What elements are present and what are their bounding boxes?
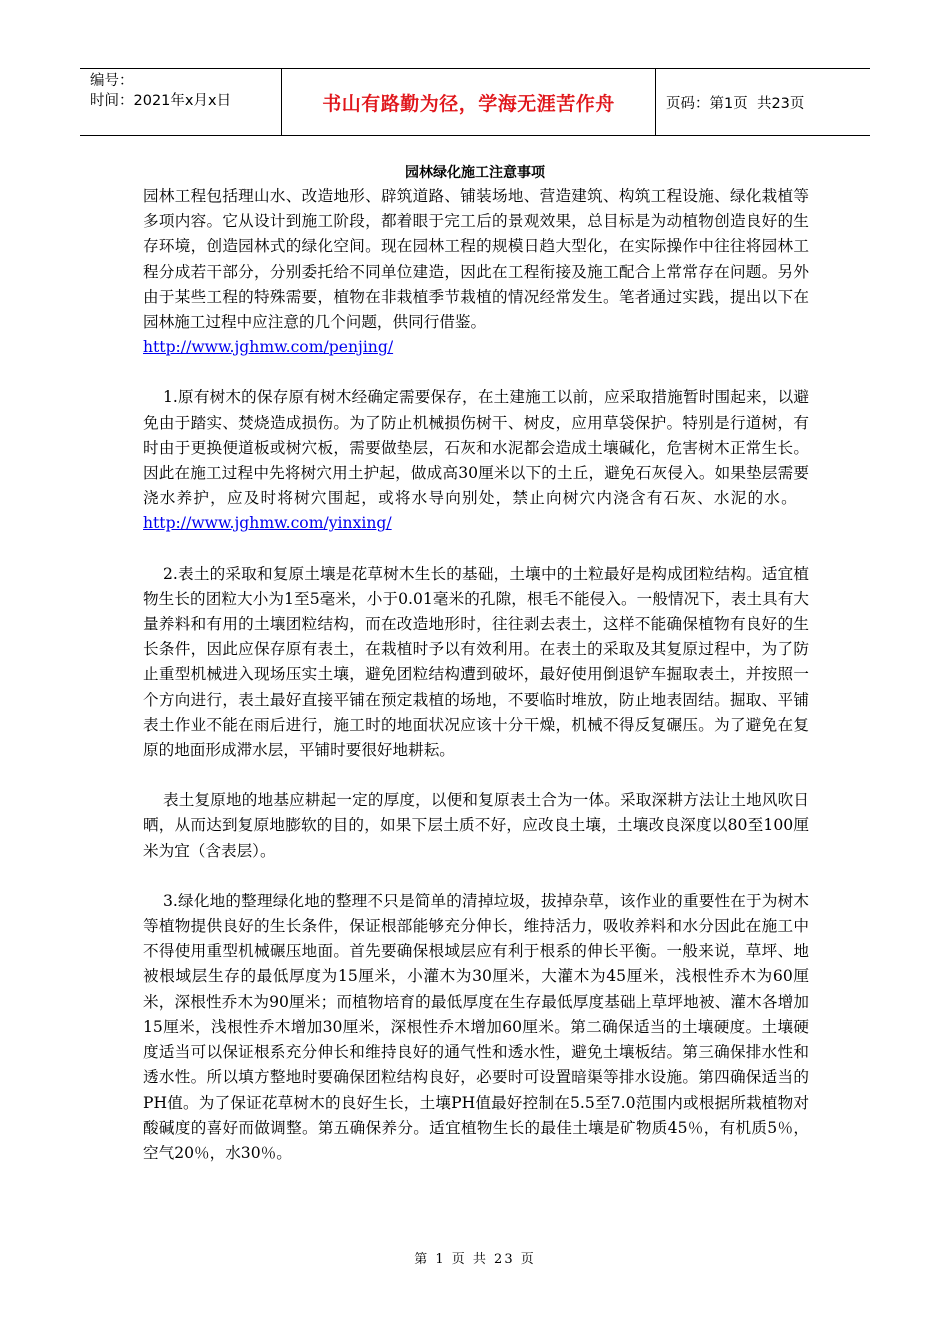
header-motto: 书山有路勤为径，学海无涯苦作舟 (282, 69, 656, 135)
document-time: 时间：2021年x月x日 (90, 93, 232, 109)
intro-text: 园林工程包括理山水、改造地形、辟筑道路、铺装场地、营造建筑、构筑工程设施、绿化栽植等多项内容。它从设计到施工阶段，都着眼于完工后的景观效果，总目标是为动植物创造良好的生存环境，创造园林式的绿化空间。现在园林工程的规模日趋大型化，在实际操作中往往将园林工程分成若干部分，分别委托给不同单位建造，因此在工程衔接及施工配合上常常存在问题。另外由于某些工程的特殊需要，植物在非栽植季节栽植的情况经常发生。笔者通过实践，提出以下在园林施工过程中应注意的几个问题，供同行借鉴。 (143, 187, 809, 332)
section-3-paragraph: 3.绿化地的整理绿化地的整理不只是简单的清掉垃圾，拔掉杂草，该作业的重要性在于为树木等植物提供良好的生长条件，保证根部能够充分伸长，维持活力，吸收养料和水分因此在施工中不得使用重型机械碾压地面。首先要确保根域层应有利于根系的伸长平衡。一般来说，草坪、地被根域层生存的最低厚度为15厘米，小灌木为30厘米，大灌木为45厘米，浅根性乔木为60厘米，深根性乔木为90厘米；而植物培育的最低厚度在生存最低厚度基础上草坪地被、灌木各增加15厘米，浅根性乔木增加30厘米，深根性乔木增加60厘米。第二确保适当的土壤硬度。土壤硬度适当可以保证根系充分伸长和维持良好的通气性和透水性，避免土壤板结。第三确保排水性和透水性。所以填方整地时要确保团粒结构良好，必要时可设置暗渠等排水设施。第四确保适当的PH值。为了保证花草树木的良好生长，土壤PH值最好控制在5.5至7.0范围内或根据所栽植物对酸碱度的喜好而做调整。第五确保养分。适宜植物生长的最佳土壤是矿物质45％，有机质5％，空气20％，水30％。 (143, 891, 809, 1162)
document-title: 园林绿化施工注意事项 (405, 165, 545, 181)
section-2-paragraph: 2.表土的采取和复原土壤是花草树木生长的基础，土壤中的土粒最好是构成团粒结构。适宜植物生长的团粒大小为1至5毫米，小于0.01毫米的孔隙，根毛不能侵入。一般情况下，表土具有大量养料和有用的土壤团粒结构，而在改造地形时，往往剥去表土，这样不能确保植物有良好的生长条件，因此应保存原有表土，在栽植时予以有效利用。在表土的采取及其复原过程中，为了防止重型机械进入现场压实土壤，避免团粒结构遭到破坏，最好使用倒退铲车掘取表土，并按照一个方向进行，表土最好直接平铺在预定栽植的场地，不要临时堆放，防止地表固结。掘取、平铺表土作业不能在雨后进行，施工时的地面状况应该十分干燥，机械不得反复碾压。为了避免在复原的地面形成滞水层，平铺时要很好地耕耘。 (143, 564, 809, 760)
section-2b-paragraph: 表土复原地的地基应耕起一定的厚度，以便和复原表土合为一体。采取深耕方法让土地风吹日晒，从而达到复原地膨软的目的，如果下层土质不好，应改良土壤，土壤改良深度以80至100厘米为宜（含表层）。 (143, 791, 809, 860)
section-1-paragraph (143, 385, 809, 536)
document-body (143, 184, 809, 1166)
section-1-link[interactable]: http://www.jghmw.com/yinxing/ (143, 514, 392, 533)
header-meta (80, 69, 282, 135)
document-number-label: 编号： (90, 73, 134, 89)
page-footer: 第 1 页 共 23 页 (414, 1252, 536, 1267)
intro-link[interactable]: http://www.jghmw.com/penjing/ (143, 338, 394, 357)
header-page-info (656, 69, 870, 135)
intro-paragraph (143, 184, 809, 360)
section-1-text: 1.原有树木的保存原有树木经确定需要保存，在土建施工以前，应采取措施暂时围起来，以避免由于踏实、焚烧造成损伤。为了防止机械损伤树干、树皮，应用草袋保护。特别是行道树，有时由于更换便道板或树穴板，需要做垫层，石灰和水泥都会造成土壤碱化，危害树木正常生长。因此在施工过程中先将树穴用土护起，做成高30厘米以下的土丘，避免石灰侵入。如果垫层需要浇水养护，应及时将树穴围起，或将水导向别处，禁止向树穴内浇含有石灰、水泥的水。 (143, 388, 809, 508)
page-header (80, 68, 870, 136)
header-page-count: 页码：第1页 共23页 (666, 95, 805, 112)
